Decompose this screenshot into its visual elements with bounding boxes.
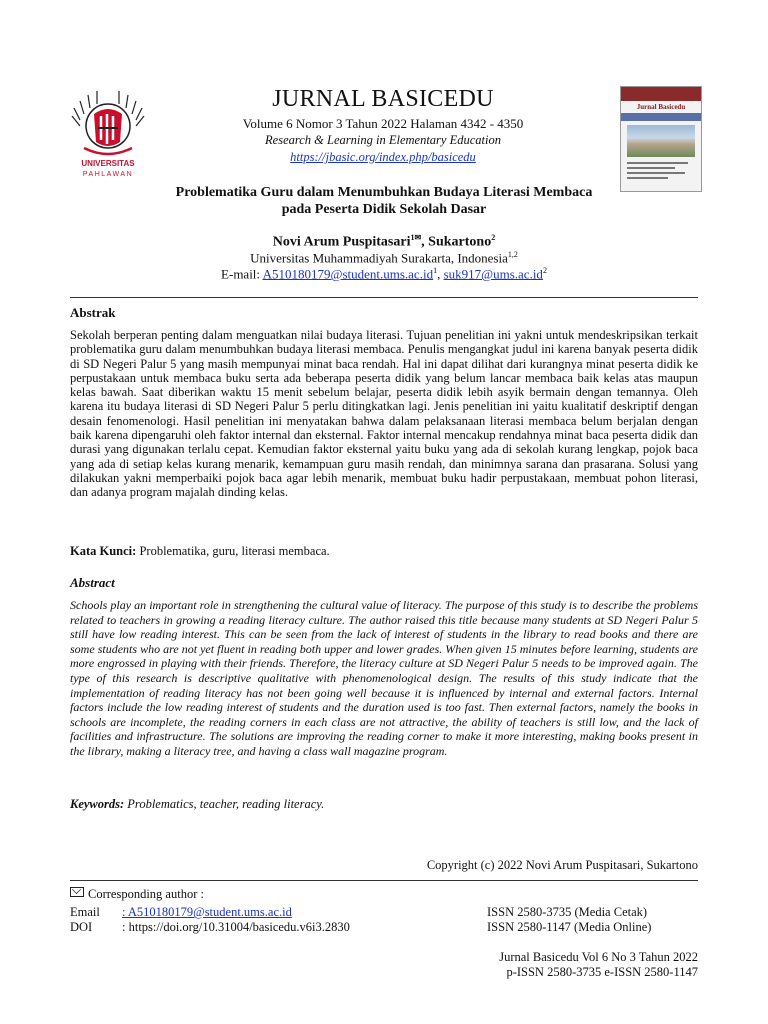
abstrak-body: Sekolah berperan penting dalam menguatkan nilai budaya literasi. Tujuan penelitian ini yakni untuk mendeskripsikan terkait problematika guru dalam menumbuhkan budaya literasi membaca. Penulis mengangkat judul ini karena banyak peserta didik di SD Negeri Palur 5 yang masih mempunyai minat baca rendah. Hal ini dapat dilihat dari kurangnya minat peserta didik ke perpustakaan untuk membaca buku serta ada beberapa peserta didik yang belum lancar membaca baik kelas atas maupun kelas bawah. Saat diberikan waktu 15 menit sebelum belajar, peserta didik lebih asyik bermain dengan temannya. Oleh karena itu budaya literasi di SD Negeri Palur 5 perlu ditingkatkan lagi. Jenis penelitian ini yaitu kualitatif deskriptif dengan desain fenomenologi. Hasil penelitian ini menyatakan bahwa dalam pelaksanaan literasi membaca belum berjalan dengan baik karena dipengaruhi oleh faktor internal dan eksternal. Faktor internal mencakup rendahnya minat baca peserta didik dan durasi yang digunakan terlalu cepat. Kemudian faktor eksternal yaitu buku yang ada di sekolah kurang lengkap, pojok baca yang ada di setiap kelas kurang menarik, kemampuan guru masih rendah, dan minimnya sarana dan prasarana. Solusi yang dilakukan yakni memperbaiki pojok baca agar lebih menarik, membuat buku hadir perpustakaan, membuat pohon literasi, dan adanya program majalah dinding kelas. <box>70 328 698 500</box>
university-logo <box>70 86 146 178</box>
affiliation: Universitas Muhammadiyah Surakarta, Indonesia$^{1,2}$ <box>250 250 518 266</box>
issn-online: ISSN 2580-1147 (Media Online) <box>487 920 652 934</box>
journal-url-link[interactable]: https://jbasic.org/index.php/basicedu <box>290 150 476 164</box>
authors: Novi Arum Puspitasari$^{1✉}$, Sukartono$^2$ <box>272 233 496 250</box>
abstract-body: Schools play an important role in strengthening the cultural value of literacy. The purpose of this study is to describe the problems related to teachers in growing a reading literacy culture. The author raised this title because many students at SD Negeri Palur 5 still have low reading interest. This can be seen from the lack of interest of students in the library to read books and there are some students who are not yet fluent in reading both upper and lower grades. When given 15 minutes before learning, students are more engrossed in playing with their friends. Therefore, the literacy culture at SD Negeri Palur 5 needs to be improved again. The type of this research is descriptive qualitative with phenomenological design. The results of this study indicate that the implementation of reading literacy has not been going well because it is influenced by internal and external factors. Internal factors include the low reading interest of students and the duration used is too fast. Then external factors, namely the books in schools are incomplete, the reading corners in each class are not attractive, the ability of teachers is still low, and the lack of facilities and infrastructure. The solutions are improving the reading corner to make it more interesting, making books present in the library, making a literacy tree, and having a class wall magazine program. <box>70 598 698 758</box>
paper-title: Problematika Guru dalam Menumbuhkan Budaya Literasi Membaca pada Peserta Didik Sekolah Dasar <box>175 185 593 217</box>
envelope-icon <box>70 887 84 897</box>
issn-print: ISSN 2580-3735 (Media Cetak) <box>487 905 648 919</box>
abstract-heading: Abstract <box>70 575 115 590</box>
corresponding-author: Corresponding author : <box>70 887 204 902</box>
footer-email-link[interactable]: : A510180179@student.ums.ac.id <box>122 905 292 919</box>
volume-line: Volume 6 Nomor 3 Tahun 2022 Halaman 4342 - 4350 <box>242 116 524 131</box>
logo-text-1: UNIVERSITAS <box>81 159 135 168</box>
journal-subtitle: Research & Learning in Elementary Education <box>265 133 501 147</box>
email-link-2[interactable]: suk917@ums.ac.id <box>443 266 543 282</box>
doi-value[interactable]: : https://doi.org/10.31004/basicedu.v6i3.2830 <box>122 920 350 934</box>
abstrak-heading: Abstrak <box>70 305 116 320</box>
cover-title: Jurnal Basicedu <box>636 103 686 111</box>
journal-url-line <box>160 150 606 165</box>
footer-divider <box>70 880 698 881</box>
journal-title: JURNAL BASICEDU <box>272 86 494 112</box>
footer-email-row: Email : A510180179@student.ums.ac.id <box>70 905 292 919</box>
kata-kunci: Kata Kunci: Problematika, guru, literasi membaca. <box>70 544 330 558</box>
footer-doi-row: DOI : https://doi.org/10.31004/basicedu.v6i3.2830 <box>70 920 350 934</box>
journal-cover-thumbnail <box>620 86 702 192</box>
author-emails: E-mail: $A510180179@student.ums.ac.id^1$, $suk917@ums.ac.id^2$ <box>221 266 547 282</box>
keywords: Keywords: Problematics, teacher, reading literacy. <box>70 797 325 811</box>
header-divider <box>70 297 698 298</box>
copyright: Copyright (c) 2022 Novi Arum Puspitasari, Sukartono <box>426 858 698 872</box>
logo-text-2: PAHLAWAN <box>82 171 134 178</box>
cover-photo <box>627 125 695 157</box>
email-link-1[interactable]: A510180179@student.ums.ac.id <box>262 266 434 282</box>
journal-footer: Jurnal Basicedu Vol 6 No 3 Tahun 2022 p-ISSN 2580-3735 e-ISSN 2580-1147 <box>499 950 698 979</box>
